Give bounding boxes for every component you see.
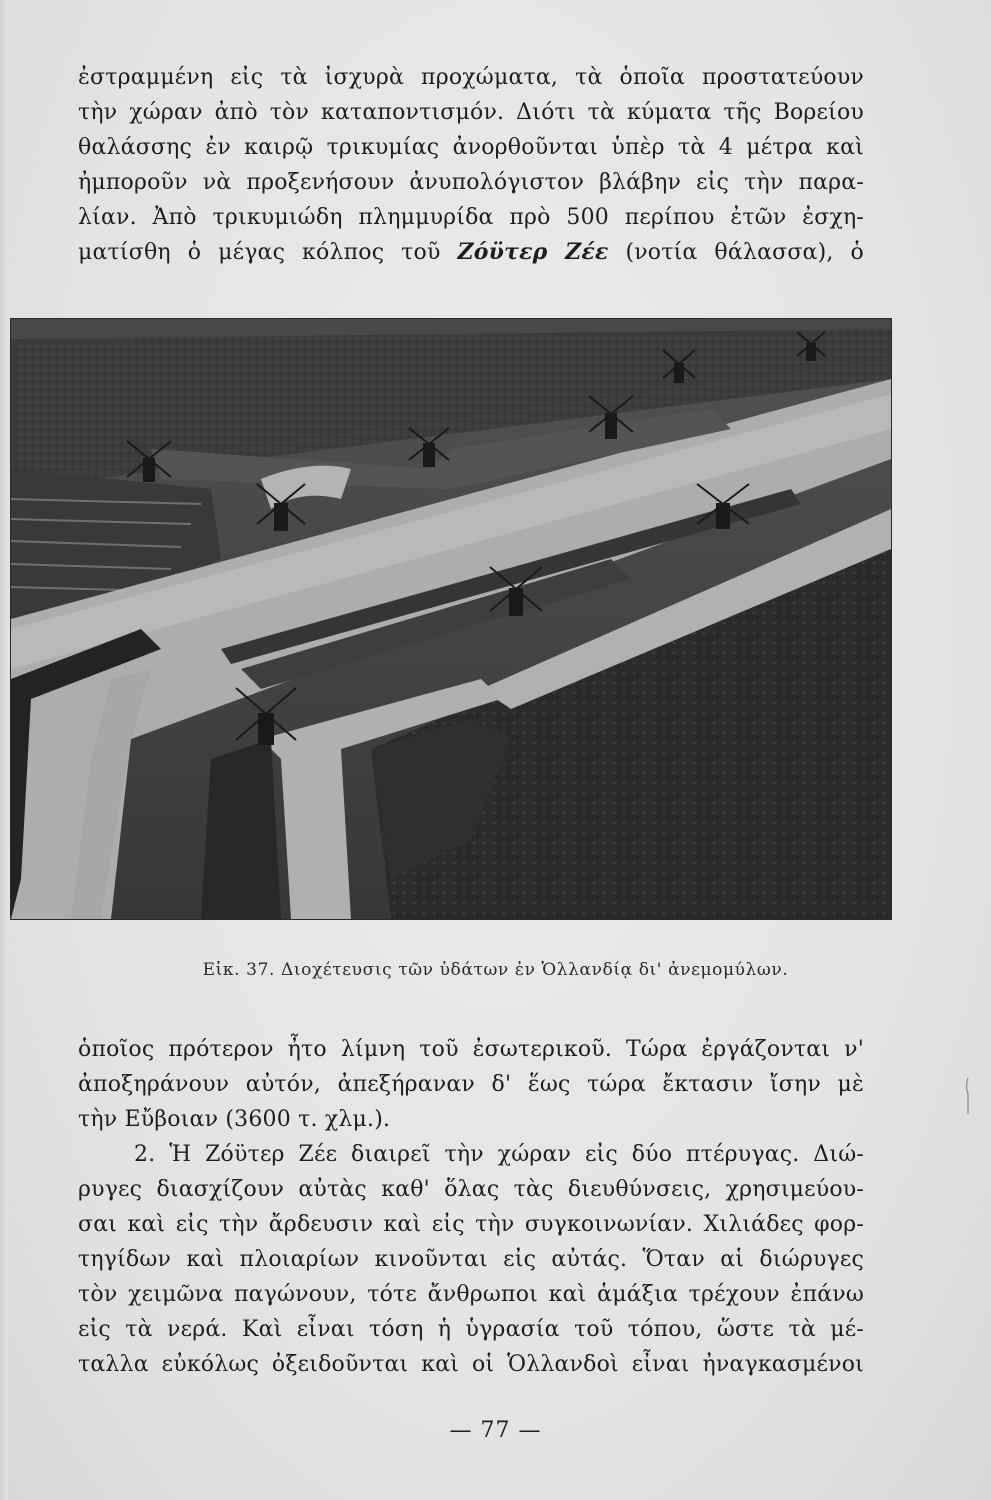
text-line: ρυγες διασχίζουν αὐτὰς καθ' ὅλας τὰς διευθύνσεις, χρησιμεύου-: [78, 1177, 864, 1202]
text-line: τηγίδων καὶ πλοιαρίων κινοῦνται εἰς αὐτάς. Ὅταν αἱ διώρυγες: [78, 1247, 864, 1272]
text-line: ἀποξηράνουν αὐτόν, ἀπεξήραναν δ' ἕως τώρα ἔκτασιν ἴσην μὲ: [78, 1072, 864, 1097]
aerial-photo-windmills-canals: [10, 318, 892, 920]
text-line: εἰς τὰ νερά. Καὶ εἶναι τόση ἡ ὑγρασία τοῦ τόπου, ὥστε τὰ μέ-: [78, 1317, 864, 1342]
text-fragment: (νοτία θάλασσα), ὁ: [625, 240, 864, 265]
pencil-margin-mark: [962, 1076, 974, 1116]
text-line: τὴν χώραν ἀπὸ τὸν καταποντισμόν. Διότι τὰ κύματα τῆς Βορείου: [78, 100, 864, 125]
page-edge-shadow: [0, 0, 8, 1500]
bottom-paragraph: [78, 1032, 864, 1382]
text-line: ὁποῖος πρότερον ἦτο λίμνη τοῦ ἐσωτερικοῦ. Τώρα ἐργάζονται ν': [78, 1037, 864, 1062]
emphasized-place-name: Ζόϋτερ Ζέε: [457, 239, 609, 265]
text-line-with-name: [78, 235, 864, 270]
text-line: τὸν χειμῶνα παγώνουν, τότε ἄνθρωποι καὶ ἁμάξια τρέχουν ἐπάνω: [78, 1282, 864, 1307]
text-line: λίαν. Ἀπὸ τρικυμιώδη πλημμυρίδα πρὸ 500 περίπου ἐτῶν ἐσχη-: [78, 205, 864, 230]
text-line: τὴν Εὔβοιαν (3600 τ. χλμ.).: [78, 1107, 391, 1132]
top-paragraph: [78, 60, 864, 270]
figure-caption: Εἰκ. 37. Διοχέτευσις τῶν ὑδάτων ἐν Ὁλλανδίᾳ δι' ἀνεμομύλων.: [202, 960, 789, 980]
photo-illustration: [11, 319, 891, 919]
text-line: σαι καὶ εἰς τὴν ἄρδευσιν καὶ εἰς τὴν συγκοινωνίαν. Χιλιάδες φορ-: [78, 1212, 864, 1237]
text-fragment: ματίσθη ὁ μέγας κόλπος τοῦ: [78, 240, 441, 265]
text-line: ταλλα εὐκόλως ὀξειδοῦνται καὶ οἱ Ὁλλανδοὶ εἶναι ἠναγκασμένοι: [78, 1352, 864, 1377]
page-number: — 77 —: [449, 1418, 542, 1443]
text-line: ἐστραμμένη εἰς τὰ ἰσχυρὰ προχώματα, τὰ ὁποῖα προστατεύουν: [78, 65, 864, 90]
text-line: θαλάσσης ἐν καιρῷ τρικυμίας ἀνορθοῦνται ὑπὲρ τὰ 4 μέτρα καὶ: [78, 135, 864, 160]
text-line: ἠμποροῦν νὰ προξενήσουν ἀνυπολόγιστον βλάβην εἰς τὴν παρα-: [78, 170, 864, 195]
text-line: 2. Ἡ Ζόϋτερ Ζέε διαιρεῖ τὴν χώραν εἰς δύο πτέρυγας. Διώ-: [134, 1142, 864, 1167]
